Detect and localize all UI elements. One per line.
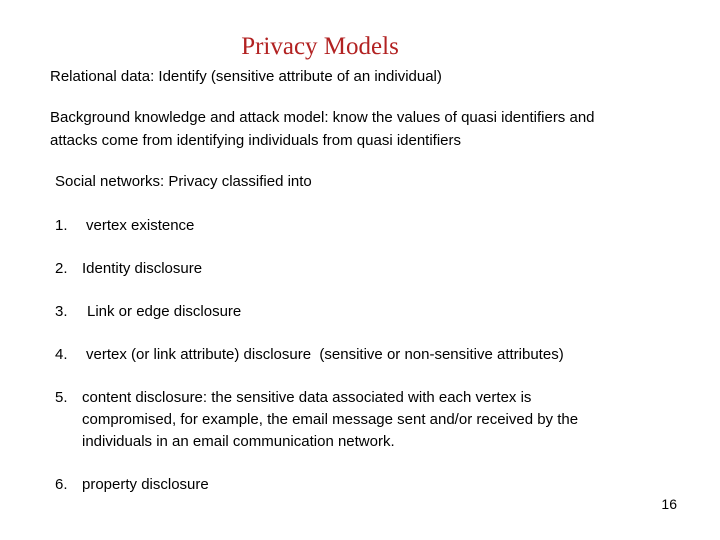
list-item-number: 5. — [55, 389, 68, 406]
list-item-text-line-2: compromised, for example, the email message sent and/or received by the — [82, 411, 579, 428]
list-item-number: 2. — [55, 260, 68, 277]
list-item-text-line-1: content disclosure: the sensitive data associated with each vertex is — [82, 389, 532, 406]
list-item-text: property disclosure — [82, 476, 209, 493]
list-item-number: 6. — [55, 476, 68, 493]
list-item-text-line-3: individuals in an email communication network. — [82, 433, 395, 450]
relational-data-paragraph: Relational data: Identify (sensitive attribute of an individual) — [50, 68, 442, 85]
list-item-number: 4. — [55, 346, 68, 363]
list-item-number: 1. — [55, 217, 68, 234]
page-number: 16 — [661, 496, 677, 512]
list-item-number: 3. — [55, 303, 68, 320]
list-item-text: Identity disclosure — [82, 260, 203, 277]
list-item-text — [82, 387, 642, 453]
list-item-text: Link or edge disclosure — [87, 303, 242, 320]
background-knowledge-line-1: Background knowledge and attack model: know the values of quasi identifiers and — [50, 109, 595, 126]
background-knowledge-line-2: attacks come from identifying individuals from quasi identifiers — [50, 132, 462, 149]
slide-title: Privacy Models — [241, 33, 399, 60]
list-item-text: vertex existence — [86, 217, 195, 234]
social-networks-paragraph: Social networks: Privacy classified into — [55, 173, 312, 190]
list-item-text: vertex (or link attribute) disclosure (sensitive or non-sensitive attributes) — [86, 346, 564, 363]
